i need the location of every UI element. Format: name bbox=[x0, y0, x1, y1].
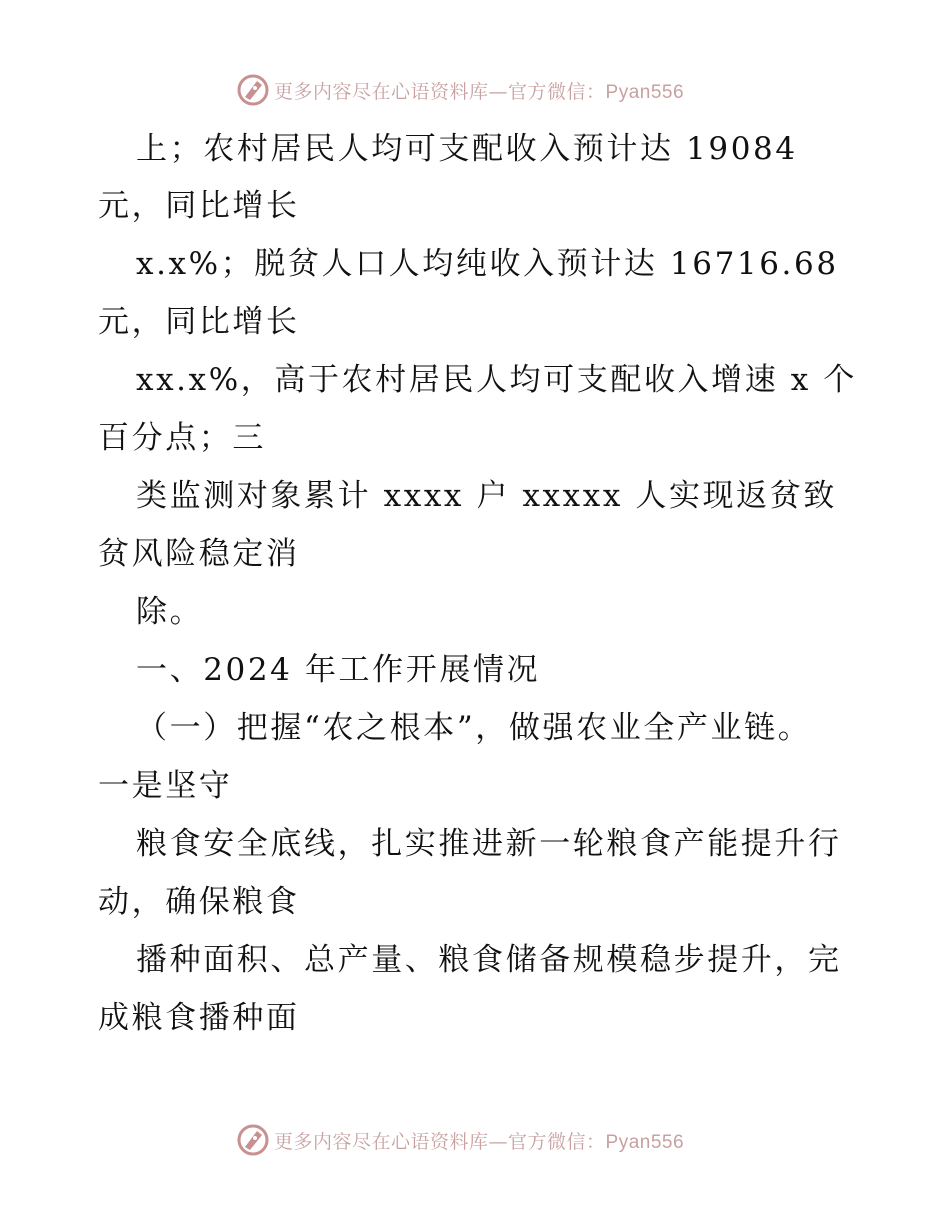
text-line: （一）把握“农之根本”，做强农业全产业链。 bbox=[136, 710, 812, 746]
watermark-text: 更多内容尽在心语资料库—官方微信：Pyan556 bbox=[274, 1130, 685, 1153]
text-line: 元，同比增长 bbox=[98, 304, 300, 340]
pen-nib-circle-icon bbox=[236, 73, 270, 107]
watermark-text: 更多内容尽在心语资料库—官方微信：Pyan556 bbox=[274, 80, 685, 103]
text-line: xx.x%，高于农村居民人均可支配收入增速 x 个 bbox=[136, 362, 857, 398]
footer-watermark bbox=[236, 1120, 684, 1160]
text-line: 粮食安全底线，扎实推进新一轮粮食产能提升行 bbox=[136, 826, 842, 862]
text-line: 成粮食播种面 bbox=[98, 1000, 300, 1036]
text-line: 动，确保粮食 bbox=[98, 884, 300, 920]
section-heading: 一、2024 年工作开展情况 bbox=[136, 652, 541, 688]
text-line: 百分点；三 bbox=[98, 420, 266, 456]
header-watermark bbox=[236, 70, 684, 110]
text-line: 一是坚守 bbox=[98, 768, 233, 804]
text-line: x.x%；脱贫人口人均纯收入预计达 16716.68 bbox=[136, 246, 839, 282]
text-line: 贫风险稳定消 bbox=[98, 536, 300, 572]
pen-nib-circle-icon bbox=[236, 1123, 270, 1157]
text-line: 除。 bbox=[136, 594, 204, 630]
text-line: 类监测对象累计 xxxx 户 xxxxx 人实现返贫致 bbox=[136, 478, 837, 514]
text-line: 上；农村居民人均可支配收入预计达 19084 bbox=[136, 131, 798, 167]
text-line: 元，同比增长 bbox=[98, 188, 300, 224]
text-line: 播种面积、总产量、粮食储备规模稳步提升，完 bbox=[136, 942, 842, 978]
